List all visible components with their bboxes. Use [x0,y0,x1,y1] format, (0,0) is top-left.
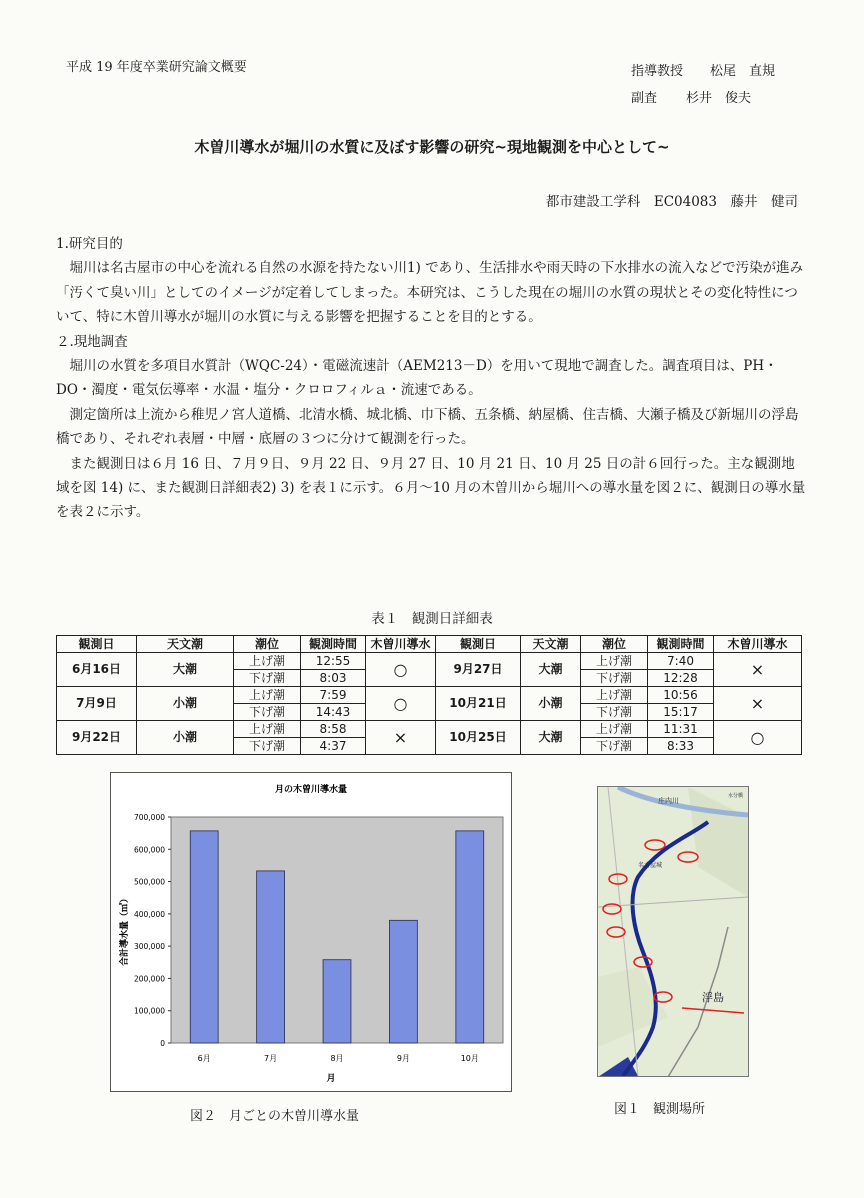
kiso-flow-mark: × [714,687,802,721]
obs-time: 7:40 [648,653,714,670]
x-tick-label: 7月 [264,1054,278,1063]
kiso-flow-mark: × [366,721,436,755]
paper-title: 木曽川導水が堀川の水質に及ぼす影響の研究~現地観測を中心として~ [194,138,670,156]
table1-caption: 表１ 観測日詳細表 [371,611,493,627]
obs-time: 7:59 [301,687,366,704]
col-header: 観測日 [436,636,521,653]
col-header: 天文潮 [137,636,234,653]
kiso-flow-mark: ○ [366,687,436,721]
tide-level: 上げ潮 [581,653,648,670]
col-header: 木曽川導水 [714,636,802,653]
tide-level: 上げ潮 [234,721,301,738]
city-label: 名古屋城 [638,862,663,869]
kiso-flow-mark: × [714,653,802,687]
obs-time: 15:17 [648,704,714,721]
tide-level: 上げ潮 [234,687,301,704]
section-1-heading: 1.研究目的 [56,236,123,252]
table-row [57,653,802,670]
obs-time: 4:37 [301,738,366,755]
y-axis [134,813,171,1048]
tide-level: 上げ潮 [234,653,301,670]
obs-date: 9月22日 [57,721,137,755]
section-1-paragraph: 堀川は名古屋市の中心を流れる自然の水源を持たない川1) であり、生活排水や雨天時の下水排水の流入などで汚染が進み「汚くて臭い川」としてのイメージが定着してしまった。本研究は、こうした現在の堀川の水質の現状とその変化特性について、特に木曽川導水が堀川の水質に与える影響を把握することを目的とする。 [56,260,804,326]
sub-examiner-name: 杉井 俊夫 [686,91,752,106]
tide-level: 下げ潮 [234,738,301,755]
obs-time: 14:43 [301,704,366,721]
table-row [57,721,802,738]
obs-time: 12:28 [648,670,714,687]
tide-type: 小潮 [137,721,234,755]
col-header: 観測日 [57,636,137,653]
obs-date: 6月16日 [57,653,137,687]
tide-level: 上げ潮 [581,721,648,738]
figure-2-caption: 図２ 月ごとの木曽川導水量 [190,1109,360,1124]
tide-type: 小潮 [521,687,581,721]
obs-time: 8:58 [301,721,366,738]
bar [323,960,351,1043]
y-tick-label: 700,000 [133,813,165,822]
sub-examiner-role: 副査 [631,91,658,106]
tide-level: 上げ潮 [581,687,648,704]
x-tick-label: 6月 [197,1054,211,1063]
tide-level: 下げ潮 [581,704,648,721]
tide-level: 下げ潮 [234,704,301,721]
x-tick-label: 10月 [460,1054,479,1063]
kiso-flow-mark: ○ [366,653,436,687]
map-svg [598,787,748,1076]
obs-time: 10:56 [648,687,714,704]
y-tick-label: 500,000 [133,877,165,887]
obs-time: 8:33 [648,738,714,755]
tide-type: 大潮 [521,721,581,755]
section-2-heading: ２.現地調査 [56,333,128,350]
bar [456,831,484,1043]
figure-1-caption: 図１ 観測場所 [614,1102,706,1117]
bar [190,831,218,1043]
obs-date: 10月21日 [436,687,521,721]
y-tick-label: 0 [160,1039,165,1048]
x-axis-label: 月 [326,1074,336,1084]
x-tick-label: 8月 [330,1054,344,1063]
observation-table [56,635,802,755]
y-tick-label: 600,000 [133,845,165,855]
col-header: 観測時間 [301,636,366,653]
y-tick-label: 100,000 [133,1006,165,1016]
bar-chart-svg [111,773,511,1091]
x-tick-label: 9月 [396,1054,410,1063]
col-header: 潮位 [581,636,648,653]
chart-title: 月の木曽川導水量 [274,785,348,795]
figure-2-chart [110,772,512,1092]
author-line: 都市建設工学科 EC04083 藤井 健司 [545,194,798,210]
col-header: 潮位 [234,636,301,653]
tide-type: 大潮 [521,653,581,687]
table-row [57,687,802,704]
obs-time: 12:55 [301,653,366,670]
y-tick-label: 200,000 [133,974,165,984]
obs-time: 11:31 [648,721,714,738]
section-2-paragraph-1: 堀川の水質を多項目水質計（WQC-24）・電磁流速計（AEM213－D）を用いて現地で調査した。調査項目は、PH・DO・濁度・電気伝導率・水温・塩分・クロロフィルａ・流速である。 [56,358,778,399]
tide-level: 下げ潮 [581,738,648,755]
header-series: 平成 19 年度卒業研究論文概要 [66,60,247,75]
y-axis-label: 合計導水量（㎥） [120,893,130,967]
tide-type: 小潮 [137,687,234,721]
obs-date: 10月25日 [436,721,521,755]
river-label: 庄内川 [658,797,679,805]
bar [257,871,285,1043]
col-header: 天文潮 [521,636,581,653]
tide-type: 大潮 [137,653,234,687]
tide-level: 下げ潮 [581,670,648,687]
station-label: 水分橋 [728,793,744,799]
obs-time: 8:03 [301,670,366,687]
obs-date: 7月9日 [57,687,137,721]
ukishima-label: 浮島 [702,991,724,1004]
bar [389,920,417,1043]
figure-1-map [597,786,749,1077]
section-2-paragraph-2: 測定箇所は上流から稚児ノ宮人道橋、北清水橋、城北橋、巾下橋、五条橋、納屋橋、住吉橋、大瀬子橋及び新堀川の浮島橋であり、それぞれ表層・中層・底層の３つに分けて観測を行った。 [56,406,799,448]
y-tick-label: 300,000 [133,942,165,952]
x-axis [198,1054,479,1063]
col-header: 木曽川導水 [366,636,436,653]
advisor-name: 松尾 直規 [710,64,776,79]
obs-date: 9月27日 [436,653,521,687]
col-header: 観測時間 [648,636,714,653]
body-text [56,232,806,525]
section-2-paragraph-3: また観測日は６月 16 日、７月９日、９月 22 日、９月 27 日、10 月 21 日、10 月 25 日の計６回行った。主な観測地域を図 14) に、また観測日詳細表2) 3) を表１に示す。６月～10 月の木曽川から堀川への導水量を図２に、観測日の導水量を表２に示す。 [56,455,806,521]
y-tick-label: 400,000 [133,909,165,919]
table-header-row [57,636,802,653]
kiso-flow-mark: ○ [714,721,802,755]
advisor-role: 指導教授 [631,64,684,79]
tide-level: 下げ潮 [234,670,301,687]
